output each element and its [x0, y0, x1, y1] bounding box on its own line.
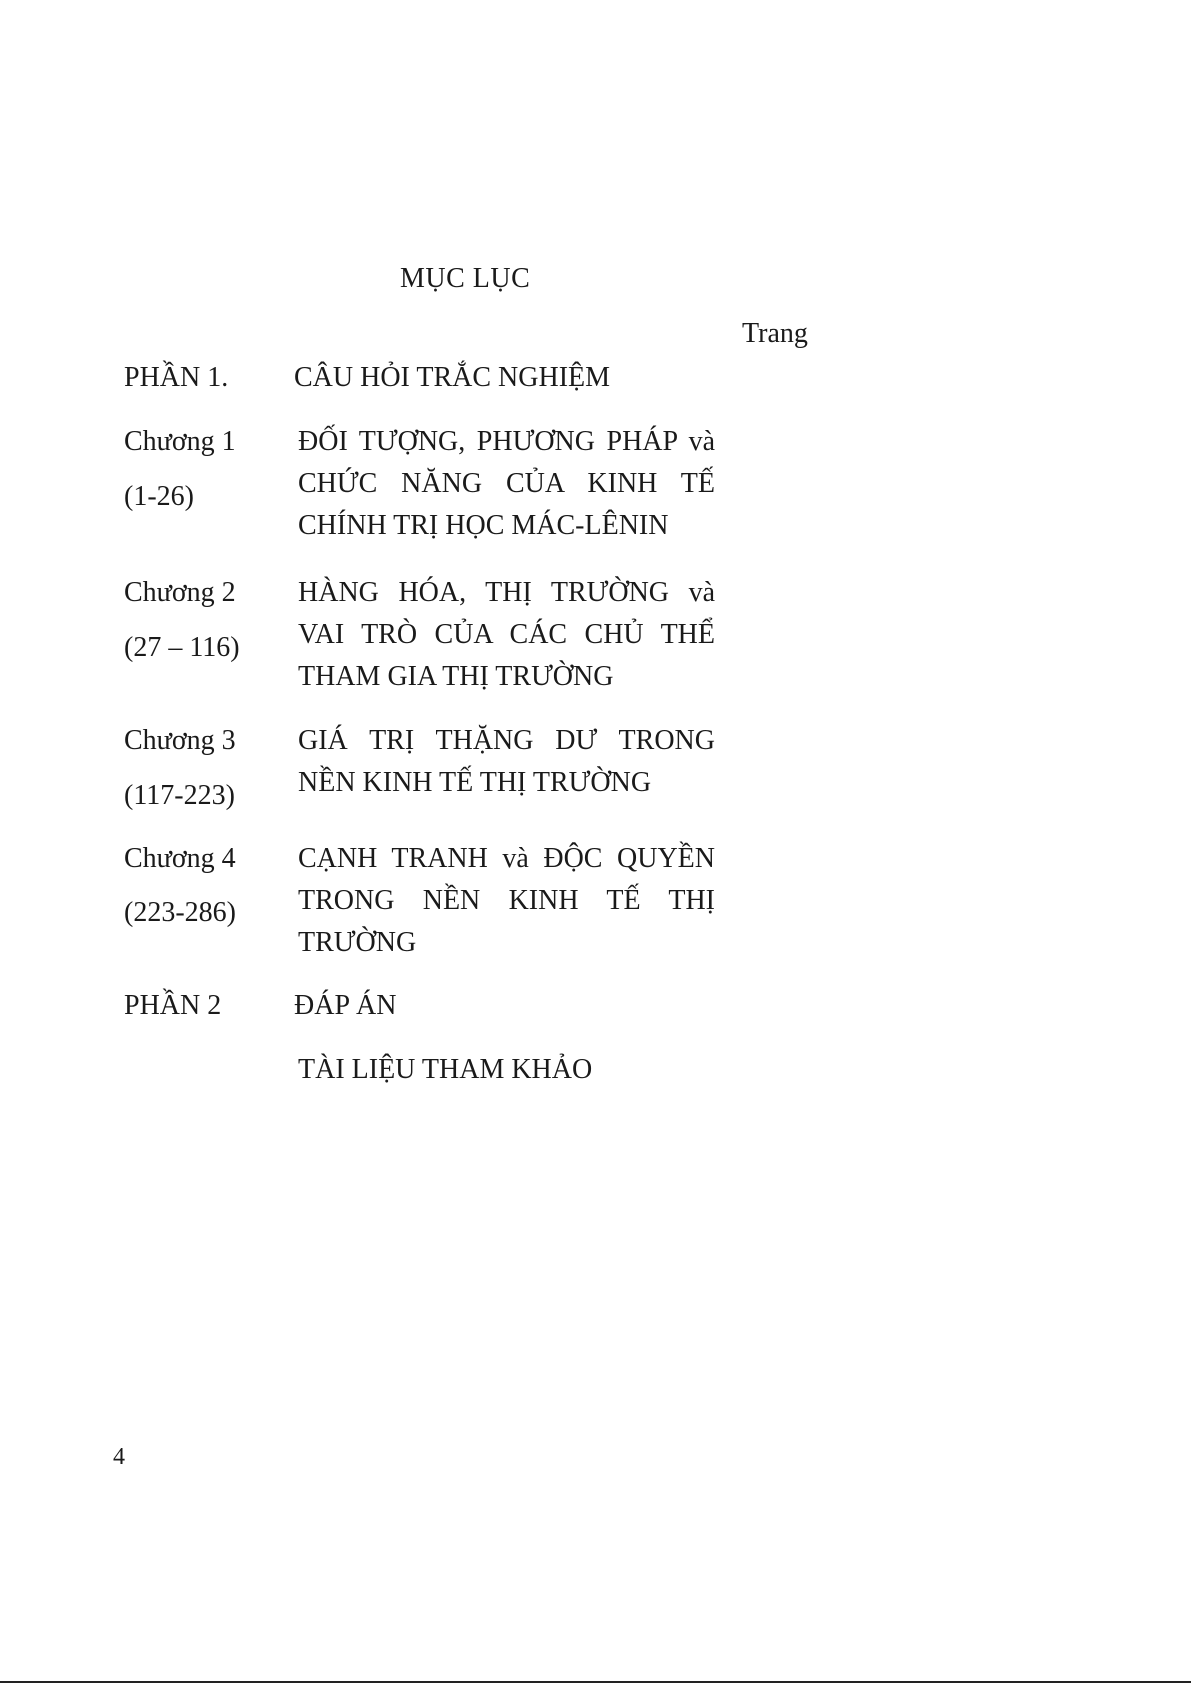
chapter-3-label: Chương 3 [124, 725, 236, 756]
chapter-1-title: ĐỐI TƯỢNG, PHƯƠNG PHÁP và CHỨC NĂNG CỦA KINH TẾ CHÍNH TRỊ HỌC MÁC-LÊNIN [298, 426, 715, 541]
bottom-rule [0, 1681, 1191, 1683]
page-column-label: Trang [742, 318, 808, 349]
toc-title: MỤC LỤC [400, 263, 531, 294]
part-2-label: PHẦN 2 [124, 990, 222, 1021]
chapter-3-range: (117-223) [124, 780, 235, 811]
part-1-title: CÂU HỎI TRẮC NGHIỆM [294, 362, 611, 393]
chapter-4-title: CẠNH TRANH và ĐỘC QUYỀN TRONG NỀN KINH TẾ THỊ TRƯỜNG [298, 843, 715, 958]
chapter-4-range: (223-286) [124, 897, 236, 928]
chapter-1-label: Chương 1 [124, 426, 236, 457]
chapter-2-title: HÀNG HÓA, THỊ TRƯỜNG và VAI TRÒ CỦA CÁC CHỦ THỂ THAM GIA THỊ TRƯỜNG [298, 577, 715, 692]
part-1-label: PHẦN 1. [124, 362, 229, 393]
chapter-1-range: (1-26) [124, 481, 194, 512]
chapter-2-range: (27 – 116) [124, 632, 240, 663]
part-2-title: ĐÁP ÁN [294, 990, 397, 1021]
chapter-2-label: Chương 2 [124, 577, 236, 608]
references-title: TÀI LIỆU THAM KHẢO [298, 1054, 593, 1085]
chapter-3-title: GIÁ TRỊ THẶNG DƯ TRONG NỀN KINH TẾ THỊ TRƯỜNG [298, 725, 715, 798]
page-number: 4 [113, 1444, 125, 1470]
chapter-4-label: Chương 4 [124, 843, 236, 874]
